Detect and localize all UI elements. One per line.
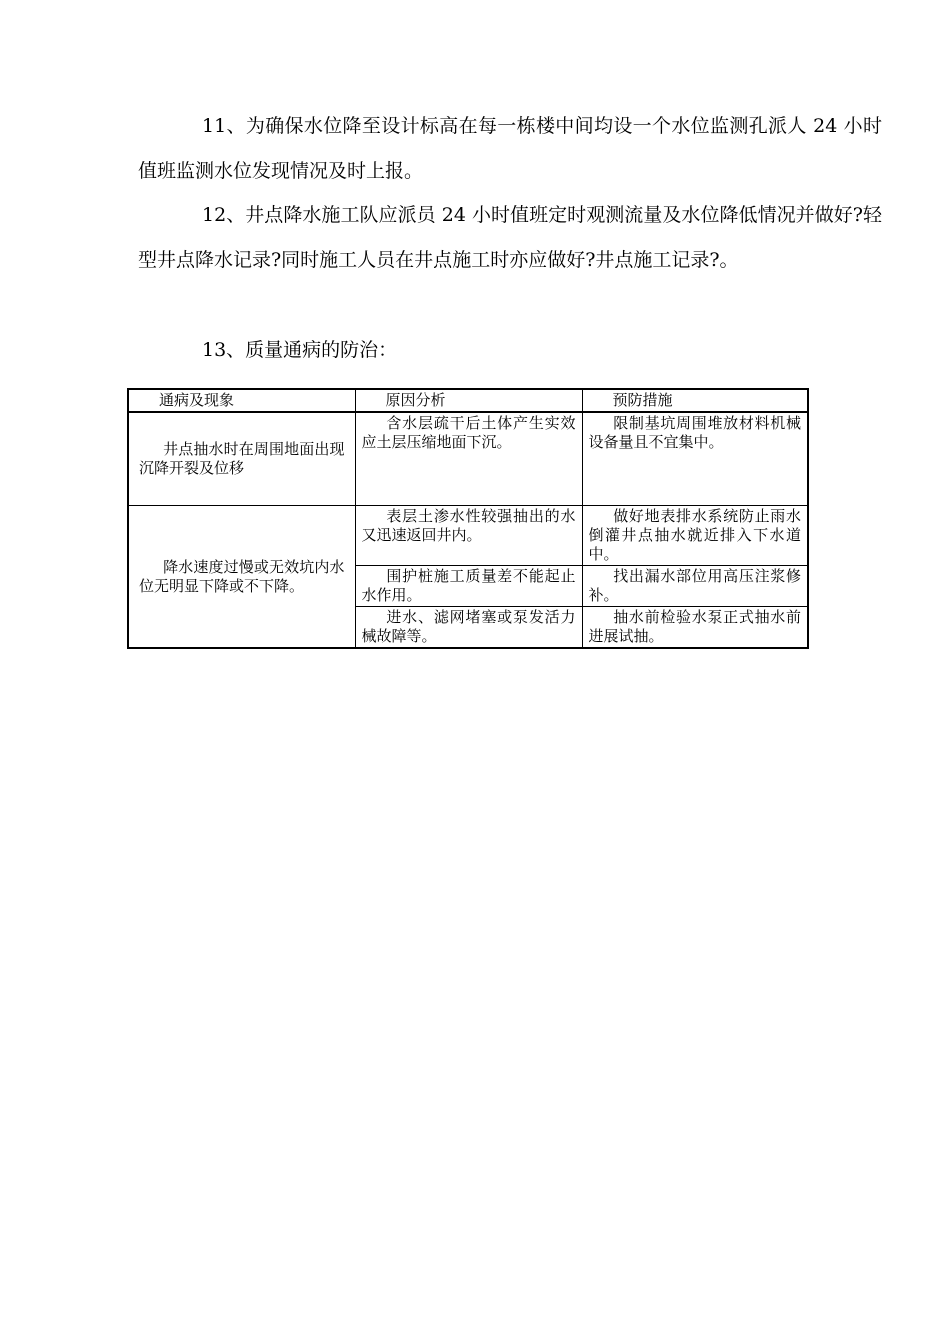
paragraph-12	[138, 193, 882, 283]
cause-text: 进水、滤网堵塞或泵发活力械故障等。	[361, 608, 576, 645]
cause-cell	[355, 412, 582, 506]
prevention-text: 做好地表排水系统防止雨水倒灌井点抽水就近排入下水道中。	[588, 507, 801, 563]
table-header-row	[128, 389, 808, 412]
symptom-text: 降水速度过慢或无效坑内水位无明显下降或不下降。	[139, 557, 345, 595]
table-row	[128, 412, 808, 506]
cause-cell	[355, 566, 582, 607]
prevention-cell	[582, 566, 808, 607]
table-row	[128, 506, 808, 566]
symptom-cell	[128, 506, 355, 649]
header-symptom: 通病及现象	[128, 389, 355, 412]
cause-text: 含水层疏干后土体产生实效应土层压缩地面下沉。	[361, 414, 576, 451]
header-cause: 原因分析	[355, 389, 582, 412]
paragraph-13-text: 13、质量通病的防治：	[202, 339, 398, 361]
cause-text: 围护桩施工质量差不能起止水作用。	[361, 567, 576, 604]
cause-text: 表层土渗水性较强抽出的水又迅速返回井内。	[361, 507, 576, 544]
prevention-text: 找出漏水部位用高压注浆修补。	[588, 567, 801, 604]
cause-cell	[355, 506, 582, 566]
quality-defects-table	[127, 388, 809, 649]
paragraph-11	[138, 104, 882, 194]
symptom-text: 井点抽水时在周围地面出现沉降开裂及位移	[139, 440, 345, 477]
paragraph-11-text: 11、为确保水位降至设计标高在每一栋楼中间均设一个水位监测孔派人 24 小时值班监测水位发现情况及时上报。	[138, 115, 882, 182]
paragraph-13	[138, 328, 882, 373]
symptom-cell	[128, 412, 355, 506]
prevention-cell	[582, 607, 808, 649]
prevention-cell	[582, 412, 808, 506]
paragraph-12-text: 12、井点降水施工队应派员 24 小时值班定时观测流量及水位降低情况并做好?轻型井点降水记录?同时施工人员在井点施工时亦应做好?井点施工记录?。	[138, 204, 882, 271]
header-prevention: 预防措施	[582, 389, 808, 412]
prevention-cell	[582, 506, 808, 566]
cause-cell	[355, 607, 582, 649]
prevention-text: 限制基坑周围堆放材料机械设备量且不宜集中。	[588, 414, 801, 451]
prevention-text: 抽水前检验水泵正式抽水前进展试抽。	[588, 608, 801, 645]
